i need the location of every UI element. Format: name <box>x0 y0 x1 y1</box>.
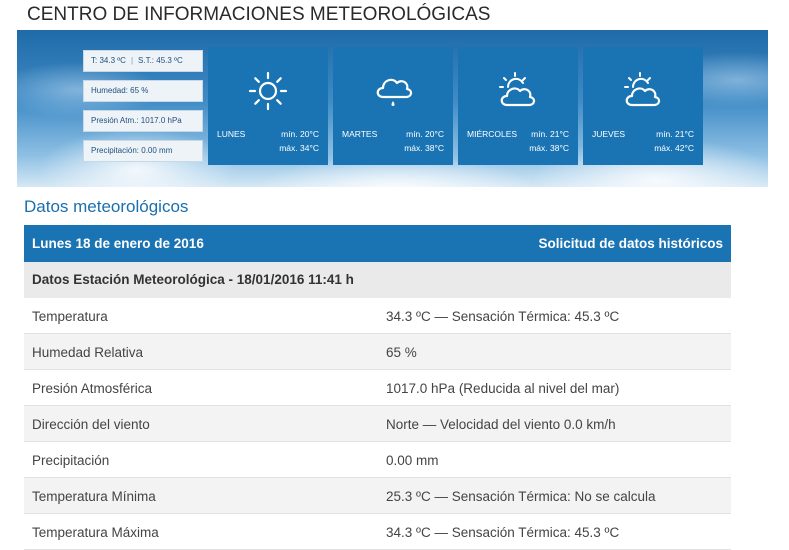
forecast-day: MARTES <box>342 129 378 139</box>
table-row <box>24 406 731 442</box>
historical-data-link[interactable]: Solicitud de datos históricos <box>538 236 723 251</box>
row-value: Norte — Velocidad del viento 0.0 km/h <box>386 417 616 432</box>
rain-cloud-icon <box>371 69 415 113</box>
row-value: 65 % <box>386 345 417 360</box>
row-label: Temperatura Máxima <box>32 525 159 540</box>
table-date: Lunes 18 de enero de 2016 <box>32 236 204 251</box>
forecast-day: JUEVES <box>592 129 626 139</box>
forecast-max: máx. 42°C <box>654 143 694 153</box>
table-row <box>24 298 731 334</box>
forecast-card-miercoles <box>458 47 578 165</box>
row-label: Temperatura Mínima <box>32 489 156 504</box>
section-title: Datos meteorológicos <box>24 197 189 216</box>
row-label: Precipitación <box>32 453 110 468</box>
partly-cloudy-icon <box>496 69 540 113</box>
current-feels: S.T.: 45.3 ºC <box>138 56 183 65</box>
pressure-stat: Presión Atm.: 1017.0 hPa <box>83 110 203 132</box>
humidity-stat: Humedad: 65 % <box>83 80 203 102</box>
table-row <box>24 334 731 370</box>
forecast-card-lunes <box>208 47 328 165</box>
row-value: 0.00 mm <box>386 453 439 468</box>
row-label: Dirección del viento <box>32 417 150 432</box>
sun-icon <box>246 69 290 113</box>
forecast-max: máx. 34°C <box>279 143 319 153</box>
row-value: 25.3 ºC — Sensación Térmica: No se calcula <box>386 489 656 504</box>
row-value: 1017.0 hPa (Reducida al nivel del mar) <box>386 381 620 396</box>
table-row <box>24 370 731 406</box>
forecast-min: mín. 20°C <box>281 129 319 139</box>
row-label: Temperatura <box>32 309 108 324</box>
station-row <box>24 262 731 298</box>
forecast-max: máx. 38°C <box>529 143 569 153</box>
forecast-card-martes <box>333 47 453 165</box>
forecast-min: mín. 21°C <box>656 129 694 139</box>
forecast-day: LUNES <box>217 129 246 139</box>
precipitation-stat: Precipitación: 0.00 mm <box>83 140 203 162</box>
temperature-stat: T: 34.3 ºC | S.T.: 45.3 ºC <box>83 50 203 72</box>
table-row <box>24 442 731 478</box>
page-title: CENTRO DE INFORMACIONES METEOROLÓGICAS <box>27 4 491 25</box>
forecast-day: MIÉRCOLES <box>467 129 518 139</box>
row-value: 34.3 ºC — Sensación Térmica: 45.3 ºC <box>386 309 620 324</box>
current-temp: T: 34.3 ºC <box>91 56 126 65</box>
table-row <box>24 514 731 550</box>
weather-banner <box>17 30 768 187</box>
table-row <box>24 478 731 514</box>
table-header <box>24 225 731 262</box>
station-label: Datos Estación Meteorológica - 18/01/2016 11:41 h <box>32 272 354 287</box>
forecast-max: máx. 38°C <box>404 143 444 153</box>
row-label: Humedad Relativa <box>32 345 144 360</box>
forecast-card-jueves <box>583 47 703 165</box>
forecast-min: mín. 21°C <box>531 129 569 139</box>
row-label: Presión Atmosférica <box>32 381 153 396</box>
forecast-min: mín. 20°C <box>406 129 444 139</box>
row-value: 34.3 ºC — Sensación Térmica: 45.3 ºC <box>386 525 620 540</box>
partly-cloudy-icon <box>621 69 665 113</box>
